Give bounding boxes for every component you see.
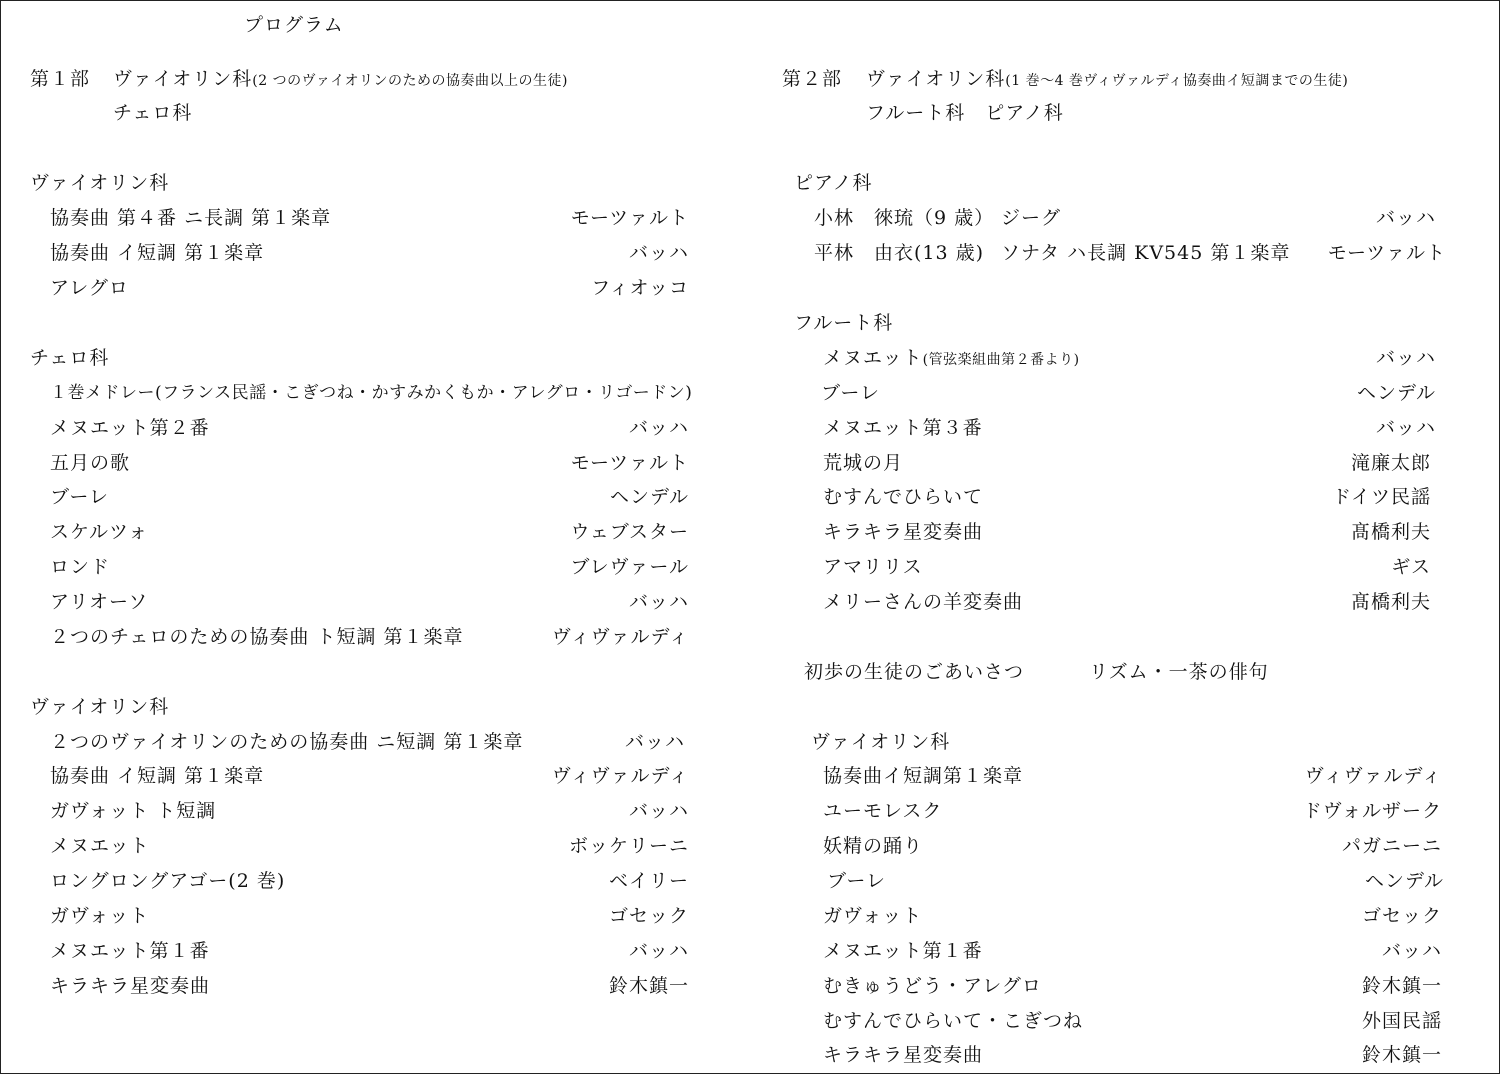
- piece-title: ロングロングアゴー(2 巻): [50, 870, 286, 892]
- piece-title: ガヴォット ト短調: [50, 800, 217, 822]
- composer-name: ドイツ民謡: [1331, 486, 1431, 508]
- composer-name: ヘンデル: [1364, 870, 1444, 892]
- part1-dept: ヴァイオリン科(2 つのヴァイオリンのための協奏曲以上の生徒): [113, 68, 568, 90]
- piece-title: メヌエット(管弦楽組曲第２番より): [823, 347, 1080, 369]
- piece-title: むきゅうどう・アレグロ: [823, 975, 1042, 997]
- composer-name: パガニーニ: [1341, 835, 1442, 857]
- composer-name: ゴセック: [1361, 905, 1442, 927]
- piece-title: ユーモレスク: [823, 800, 943, 822]
- piece-title: 協奏曲 イ短調 第１楽章: [50, 765, 265, 787]
- piece-title: 協奏曲イ短調第１楽章: [823, 765, 1024, 787]
- greeting-label: 初歩の生徒のごあいさつ: [804, 661, 1025, 683]
- part2-dept: ヴァイオリン科(1 巻〜4 巻ヴィヴァルディ協奏曲イ短調までの生徒): [866, 68, 1349, 90]
- composer-name: 鈴木鎮一: [1361, 975, 1442, 997]
- composer-name: 髙橋利夫: [1350, 521, 1431, 543]
- piece-title: メヌエット第１番: [50, 940, 210, 962]
- composer-name: ヴィヴァルディ: [551, 765, 689, 787]
- composer-name: ヴィヴァルディ: [1304, 765, 1442, 787]
- composer-name: バッハ: [628, 800, 689, 822]
- composer-name: ベイリー: [608, 870, 689, 892]
- piece-title: ガヴォット: [823, 905, 923, 927]
- composer-name: 鈴木鎮一: [608, 975, 689, 997]
- piece-title: メヌエット: [50, 835, 150, 857]
- section-heading: ピアノ科: [794, 172, 873, 194]
- composer-name: 鈴木鎮一: [1361, 1044, 1442, 1066]
- piece-title: ２つのヴァイオリンのための協奏曲 ニ短調 第１楽章: [50, 731, 524, 753]
- composer-name: ヴィヴァルディ: [551, 626, 689, 648]
- piece-title: ブーレ: [50, 486, 110, 508]
- section-heading: ヴァイオリン科: [811, 731, 951, 753]
- piece-title: ブーレ: [821, 382, 881, 404]
- piece-title: メリーさんの羊変奏曲: [823, 591, 1024, 613]
- composer-name: ゴセック: [608, 905, 689, 927]
- composer-name: ヘンデル: [1356, 382, 1436, 404]
- composer-name: 外国民謡: [1361, 1010, 1442, 1032]
- part1-dept2: チェロ科: [113, 102, 193, 124]
- piece-title: ジーグ: [1001, 207, 1062, 229]
- composer-name: バッハ: [628, 417, 689, 439]
- piece-title: １巻メドレー(フランス民謡・こぎつね・かすみかくもか・アレグロ・リゴードン): [50, 383, 693, 403]
- piece-title: メヌエット第２番: [50, 417, 210, 439]
- piece-title: メヌエット第３番: [823, 417, 983, 439]
- part2-label: 第２部: [782, 68, 843, 90]
- piece-title: 五月の歌: [50, 452, 131, 474]
- composer-name: 滝廉太郎: [1350, 452, 1431, 474]
- piece-title: 荒城の月: [823, 452, 904, 474]
- composer-name: ウェブスター: [570, 521, 689, 543]
- part2-dept2: フルート科 ピアノ科: [866, 102, 1064, 124]
- composer-name: バッハ: [628, 591, 689, 613]
- piece-title: アマリリス: [823, 556, 923, 578]
- piece-title: 協奏曲 イ短調 第１楽章: [50, 242, 265, 264]
- composer-name: バッハ: [624, 731, 685, 753]
- composer-name: ヘンデル: [609, 486, 689, 508]
- section-heading: フルート科: [794, 312, 894, 334]
- page-title: プログラム: [244, 14, 344, 36]
- composer-name: バッハ: [628, 242, 689, 264]
- piece-title: むすんでひらいて: [823, 486, 984, 508]
- piece-title: ロンド: [50, 556, 111, 578]
- piece-title: スケルツォ: [50, 521, 149, 543]
- composer-name: バッハ: [628, 940, 689, 962]
- section-heading: ヴァイオリン科: [30, 696, 170, 718]
- piece-title: むすんでひらいて・こぎつね: [823, 1010, 1084, 1032]
- piece-title: キラキラ星変奏曲: [823, 1044, 984, 1066]
- composer-name: フィオッコ: [591, 277, 689, 299]
- piece-title: アレグロ: [50, 277, 129, 299]
- composer-name: バッハ: [1381, 940, 1442, 962]
- piece-title: ソナタ ハ長調 KV545 第１楽章: [1001, 242, 1291, 264]
- composer-name: ギス: [1391, 556, 1431, 578]
- part1-label: 第１部: [30, 68, 91, 90]
- composer-name: モーツァルト: [570, 452, 689, 474]
- composer-name: 髙橋利夫: [1350, 591, 1431, 613]
- piece-title: キラキラ星変奏曲: [50, 975, 211, 997]
- section-heading: ヴァイオリン科: [30, 172, 170, 194]
- performer-name: 小林 徠琉（9 歳）: [814, 207, 995, 229]
- composer-name: バッハ: [1375, 347, 1436, 369]
- performer-name: 平林 由衣(13 歳): [814, 242, 985, 264]
- composer-name: モーツァルト: [570, 207, 689, 229]
- composer-name: ドヴォルザーク: [1302, 800, 1442, 822]
- section-heading: チェロ科: [30, 347, 110, 369]
- piece-title: 妖精の踊り: [823, 835, 924, 857]
- piece-title: 協奏曲 第４番 ニ長調 第１楽章: [50, 207, 332, 229]
- piece-title: キラキラ星変奏曲: [823, 521, 984, 543]
- piece-title: ブーレ: [827, 870, 887, 892]
- piece-title: メヌエット第１番: [823, 940, 983, 962]
- composer-name: ブレヴァール: [570, 556, 689, 578]
- composer-name: ボッケリーニ: [568, 835, 689, 857]
- piece-title: ガヴォット: [50, 905, 150, 927]
- composer-name: モーツァルト: [1327, 242, 1446, 264]
- composer-name: バッハ: [1375, 207, 1436, 229]
- piece-title: アリオーソ: [50, 591, 149, 613]
- greeting-item: リズム・一茶の俳句: [1089, 661, 1269, 683]
- piece-title: ２つのチェロのための協奏曲 ト短調 第１楽章: [50, 626, 464, 648]
- composer-name: バッハ: [1375, 417, 1436, 439]
